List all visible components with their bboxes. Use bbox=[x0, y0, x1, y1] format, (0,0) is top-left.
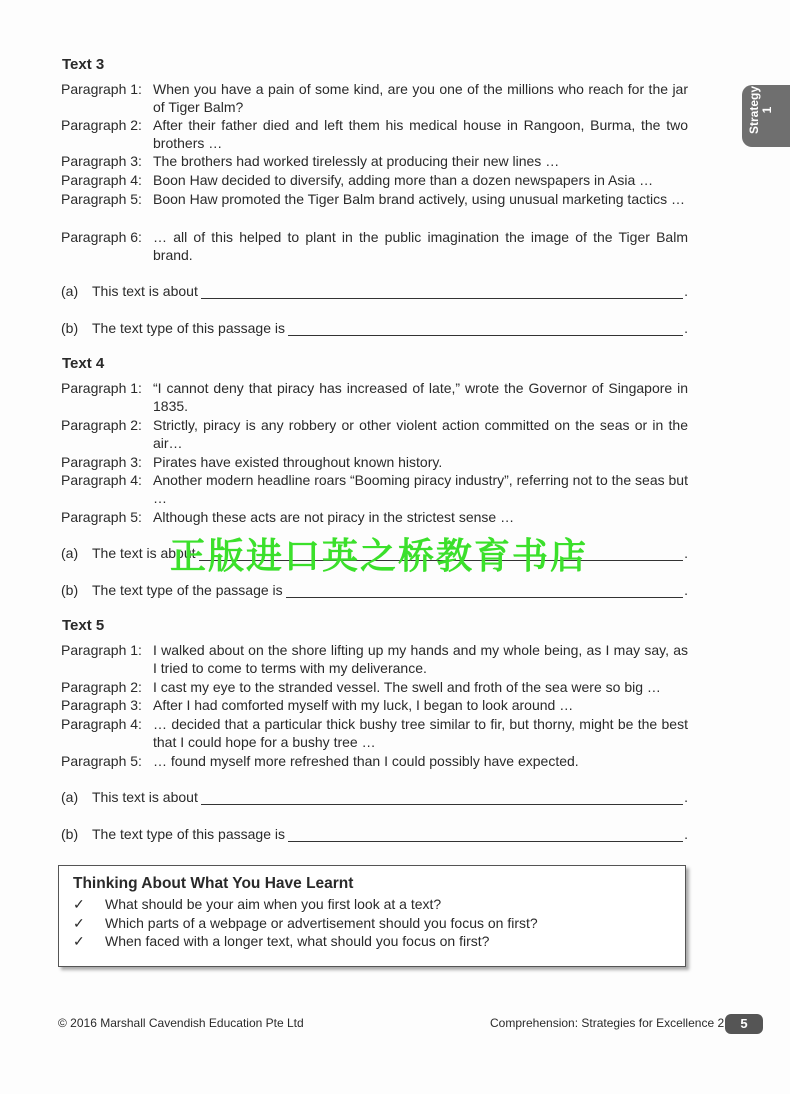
paragraph-text: I cast my eye to the stranded vessel. The swell and froth of the sea were so big … bbox=[153, 679, 661, 695]
question: (b) The text type of this passage is . bbox=[61, 826, 688, 842]
paragraph-excerpt bbox=[61, 229, 688, 264]
paragraph-excerpt bbox=[61, 380, 688, 415]
paragraph-excerpt bbox=[61, 454, 688, 472]
reflection-item bbox=[73, 933, 489, 950]
paragraph-excerpt bbox=[61, 472, 688, 507]
paragraph-label: Paragraph 6: bbox=[61, 229, 142, 245]
paragraph-label: Paragraph 3: bbox=[61, 153, 142, 169]
paragraph-label: Paragraph 2: bbox=[61, 117, 142, 133]
copyright: © 2016 Marshall Cavendish Education Pte Ltd bbox=[58, 1016, 304, 1030]
answer-line[interactable] bbox=[286, 585, 683, 598]
paragraph-excerpt bbox=[61, 679, 688, 697]
paragraph-text: … found myself more refreshed than I could possibly have expected. bbox=[153, 753, 579, 769]
paragraph-excerpt bbox=[61, 117, 688, 152]
paragraph-text: The brothers had worked tirelessly at producing their new lines … bbox=[153, 153, 560, 169]
page-number: 5 bbox=[725, 1014, 763, 1034]
section-title: Text 4 bbox=[62, 355, 105, 372]
paragraph-excerpt bbox=[61, 753, 688, 771]
question-text: The text type of this passage is bbox=[92, 320, 285, 336]
paragraph-text: When you have a pain of some kind, are you one of the millions who reach for the jar of Tiger Balm? bbox=[153, 81, 688, 115]
check-icon: ✓ bbox=[73, 915, 85, 931]
paragraph-excerpt bbox=[61, 81, 688, 116]
book-title: Comprehension: Strategies for Excellence 2 bbox=[490, 1016, 725, 1030]
tab-label: Strategy bbox=[747, 85, 761, 135]
check-icon: ✓ bbox=[73, 896, 85, 912]
paragraph-text: Although these acts are not piracy in the strictest sense … bbox=[153, 509, 515, 525]
paragraph-excerpt bbox=[61, 716, 688, 751]
paragraph-label: Paragraph 1: bbox=[61, 642, 142, 658]
reflection-item bbox=[73, 915, 538, 932]
reflection-item-text: Which parts of a webpage or advertisement should you focus on first? bbox=[105, 915, 538, 931]
answer-line[interactable] bbox=[288, 323, 683, 336]
paragraph-label: Paragraph 4: bbox=[61, 716, 142, 732]
watermark: 正版进口英之桥教育书店 bbox=[170, 536, 589, 577]
paragraph-label: Paragraph 3: bbox=[61, 454, 142, 470]
paragraph-excerpt bbox=[61, 642, 688, 677]
paragraph-excerpt bbox=[61, 153, 688, 171]
paragraph-text: Boon Haw decided to diversify, adding more than a dozen newspapers in Asia … bbox=[153, 172, 654, 188]
question-text: The text is about bbox=[92, 545, 196, 561]
reflection-item-text: When faced with a longer text, what should you focus on first? bbox=[105, 933, 490, 949]
paragraph-label: Paragraph 3: bbox=[61, 697, 142, 713]
question-text: The text type of this passage is bbox=[92, 826, 285, 842]
question: (a) This text is about . bbox=[61, 789, 688, 805]
question-text: This text is about bbox=[92, 283, 198, 299]
paragraph-excerpt bbox=[61, 191, 688, 209]
question-label: (a) bbox=[61, 545, 79, 561]
paragraph-text: Strictly, piracy is any robbery or other violent action committed on the seas or in the air… bbox=[153, 417, 688, 451]
paragraph-excerpt bbox=[61, 697, 688, 715]
paragraph-label: Paragraph 5: bbox=[61, 191, 142, 207]
reflection-item bbox=[73, 896, 441, 913]
reflection-box bbox=[58, 865, 686, 967]
paragraph-label: Paragraph 2: bbox=[61, 417, 142, 433]
question-label: (a) bbox=[61, 283, 79, 299]
section-title: Text 5 bbox=[62, 617, 105, 634]
paragraph-label: Paragraph 4: bbox=[61, 172, 142, 188]
question: (b) The text type of the passage is . bbox=[61, 582, 688, 598]
paragraph-text: Pirates have existed throughout known history. bbox=[153, 454, 443, 470]
paragraph-excerpt bbox=[61, 417, 688, 452]
section-title: Text 3 bbox=[62, 56, 105, 73]
answer-line[interactable] bbox=[201, 792, 683, 805]
reflection-item-text: What should be your aim when you first look at a text? bbox=[105, 896, 442, 912]
strategy-side-tab bbox=[742, 85, 790, 147]
paragraph-text: Another modern headline roars “Booming piracy industry”, referring not to the seas but … bbox=[153, 472, 688, 506]
question-label: (b) bbox=[61, 582, 79, 598]
answer-line[interactable] bbox=[288, 829, 683, 842]
check-icon: ✓ bbox=[73, 933, 85, 949]
paragraph-text: I walked about on the shore lifting up my hands and my whole being, as I may say, as I tried to come to terms with my deliverance. bbox=[153, 642, 688, 676]
paragraph-label: Paragraph 5: bbox=[61, 509, 142, 525]
reflection-title: Thinking About What You Have Learnt bbox=[73, 875, 354, 892]
paragraph-text: After their father died and left them his medical house in Rangoon, Burma, the two brothers … bbox=[153, 117, 688, 151]
question: (a) This text is about . bbox=[61, 283, 688, 299]
paragraph-text: … all of this helped to plant in the public imagination the image of the Tiger Balm brand. bbox=[153, 229, 688, 263]
tab-number: 1 bbox=[760, 106, 774, 114]
paragraph-text: After I had comforted myself with my luck, I began to look around … bbox=[153, 697, 574, 713]
paragraph-excerpt bbox=[61, 172, 688, 190]
question-label: (b) bbox=[61, 826, 79, 842]
answer-line[interactable] bbox=[201, 286, 683, 299]
paragraph-label: Paragraph 1: bbox=[61, 380, 142, 396]
paragraph-text: Boon Haw promoted the Tiger Balm brand actively, using unusual marketing tactics … bbox=[153, 191, 685, 207]
question-label: (b) bbox=[61, 320, 79, 336]
paragraph-label: Paragraph 1: bbox=[61, 81, 142, 97]
paragraph-text: … decided that a particular thick bushy tree similar to fir, but thorny, might be the best that I could hope for a bushy tree … bbox=[153, 716, 688, 750]
paragraph-excerpt bbox=[61, 509, 688, 527]
paragraph-text: “I cannot deny that piracy has increased of late,” wrote the Governor of Singapore in 1835. bbox=[153, 380, 688, 414]
question: (b) The text type of this passage is . bbox=[61, 320, 688, 336]
paragraph-label: Paragraph 5: bbox=[61, 753, 142, 769]
question-text: The text type of the passage is bbox=[92, 582, 283, 598]
paragraph-label: Paragraph 4: bbox=[61, 472, 142, 488]
question-text: This text is about bbox=[92, 789, 198, 805]
question-label: (a) bbox=[61, 789, 79, 805]
question: (a) The text is about . bbox=[61, 545, 688, 561]
paragraph-label: Paragraph 2: bbox=[61, 679, 142, 695]
